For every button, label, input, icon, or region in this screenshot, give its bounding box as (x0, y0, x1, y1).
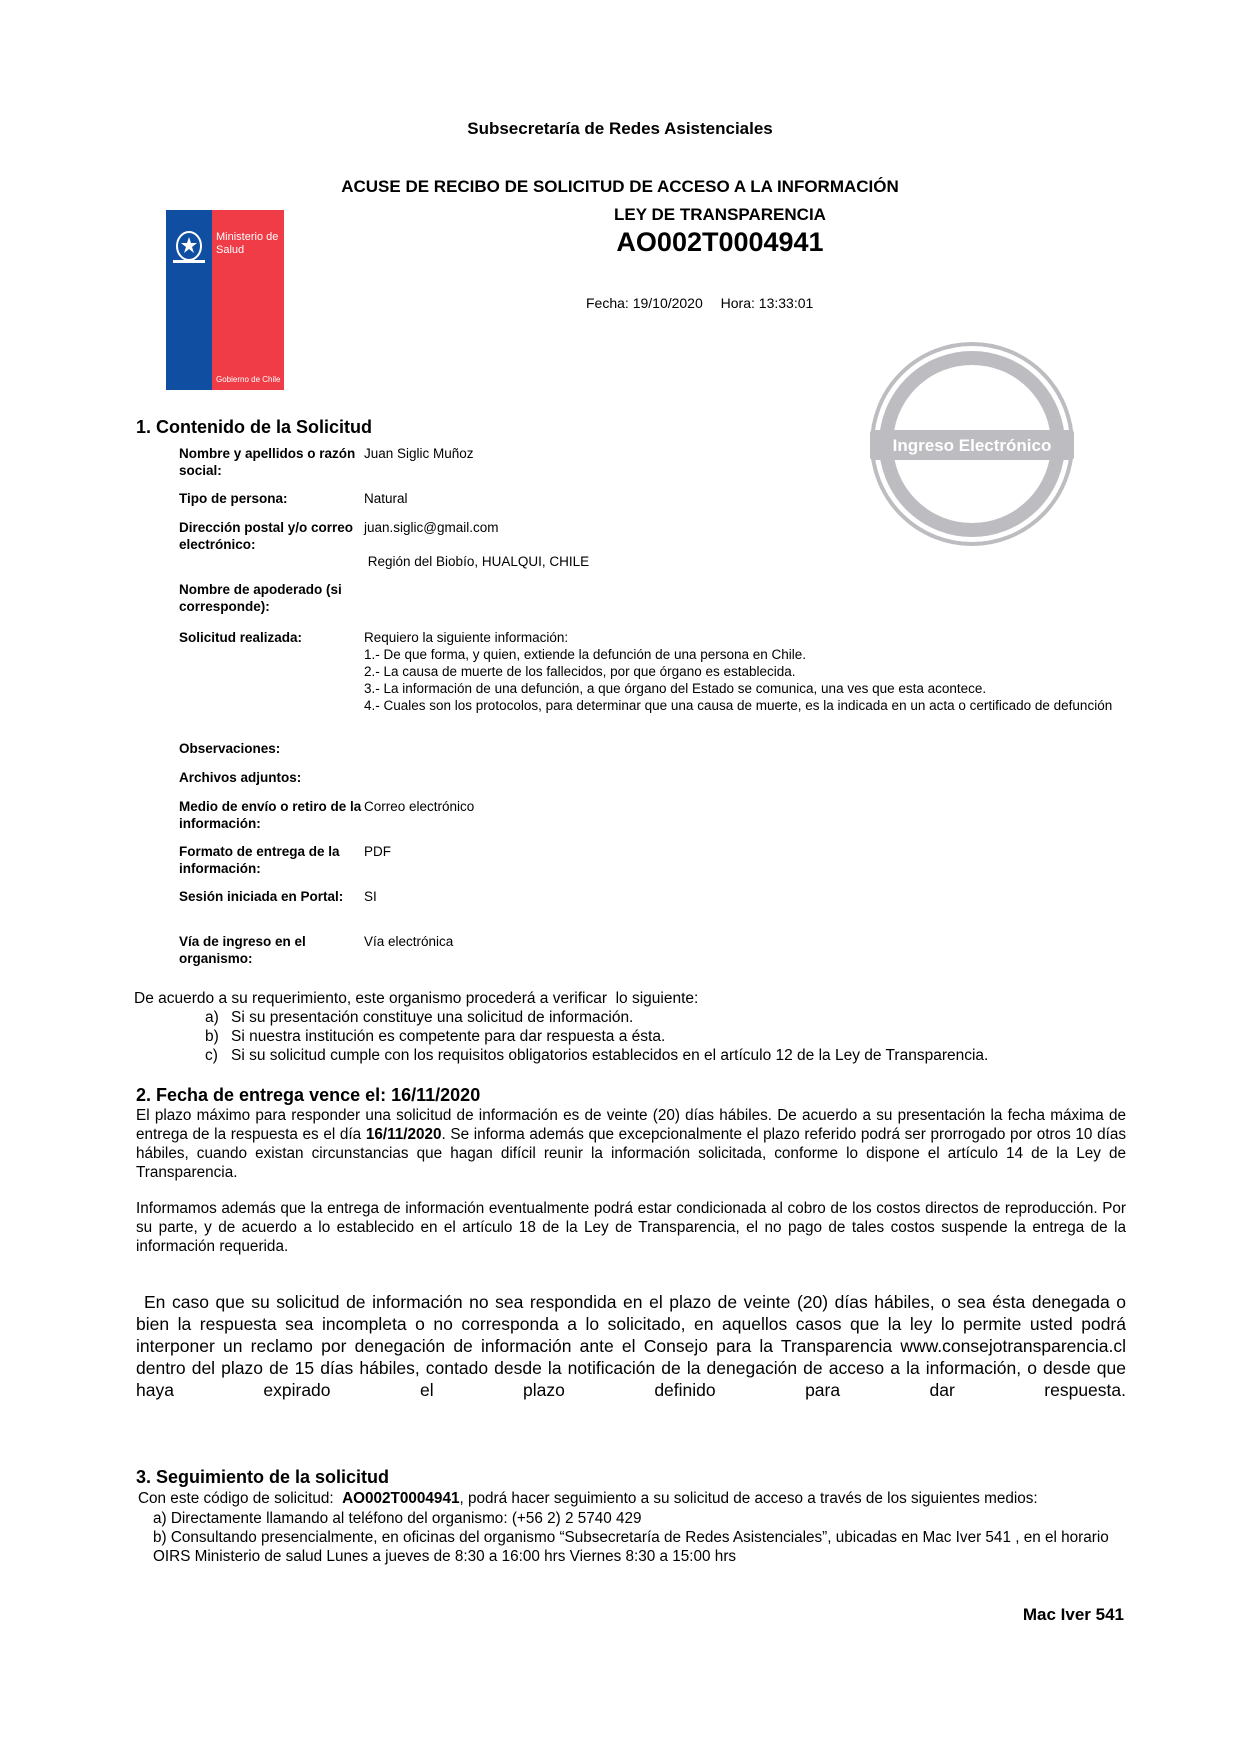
field-label: Medio de envío o retiro de la información: (179, 799, 362, 831)
request-text (364, 629, 1124, 714)
verification-item (205, 1009, 633, 1027)
field-value: Vía electrónica (364, 934, 454, 949)
costs-paragraph: Informamos además que la entrega de información eventualmente podrá estar condicionada al cobro de los costos directos de reproducción. Por su parte, y de acuerdo a lo establecido en el artículo 18 de la Ley de Transparencia, el no pago de tales costos suspende la entrega de la información requerida. (136, 1200, 1126, 1255)
field-row-attorney (179, 581, 1139, 615)
stamp-top-text: Portal de Transparencia (898, 364, 1046, 422)
field-value: Juan Siglic Muñoz (364, 446, 474, 461)
document-subtitle: LEY DE TRANSPARENCIA (614, 205, 826, 224)
time-text: Hora: 13:33:01 (720, 295, 814, 311)
tracking-item-phone: a) Directamente llamando al teléfono del organismo: (+56 2) 2 5740 429 (153, 1510, 642, 1527)
field-label: Archivos adjuntos: (179, 770, 302, 785)
date-time-line (586, 295, 827, 311)
verification-intro: De acuerdo a su requerimiento, este organismo procederá a verificar lo siguiente: (134, 990, 699, 1007)
field-label: Nombre y apellidos o razón social: (179, 446, 356, 478)
field-value: SI (364, 889, 377, 904)
tracking-intro (138, 1490, 1038, 1508)
request-line: 4.- Cuales son los protocolos, para determinar que una causa de muerte, es la indicada en un acta o certificado de defunción (364, 698, 1113, 713)
item-letter: a) (205, 1009, 219, 1026)
field-label: Observaciones: (179, 741, 281, 756)
field-value: PDF (364, 844, 391, 859)
field-value: Correo electrónico (364, 799, 475, 814)
field-label: Sesión iniciada en Portal: (179, 889, 344, 904)
appeal-paragraph: En caso que su solicitud de información no sea respondida en el plazo de veinte (20) días hábiles, o sea ésta denegada o bien la respuesta sea incompleta o no corresponda a lo solicitado, en aquellos casos que la ley lo permite usted podrá interponer un reclamo por denegación de información ante el Consejo para la Transparencia www.consejotransparencia.cl dentro del plazo de 15 días hábiles, contado desde la notificación de la denegación de acceso a la información, o desde que haya expirado el plazo definido para dar respuesta. (136, 1292, 1126, 1400)
request-line: Requiero la siguiente información: (364, 630, 569, 645)
section1-heading: 1. Contenido de la Solicitud (136, 417, 373, 437)
request-line: 1.- De que forma, y quien, extiende la defunción de una persona en Chile. (364, 647, 807, 662)
region-value: Región del Biobío, HUALQUI, CHILE (364, 554, 590, 569)
item-letter: c) (205, 1047, 218, 1064)
field-value: Natural (364, 491, 408, 506)
field-value (364, 769, 1124, 786)
field-row-address (179, 519, 1139, 570)
field-label: Solicitud realizada: (179, 630, 303, 645)
field-label: Vía de ingreso en el organismo: (179, 934, 306, 966)
logo-line2: Salud (216, 244, 245, 256)
field-row-request (179, 629, 1139, 714)
portal-transparencia-stamp (868, 340, 1076, 548)
tracking-item-office: b) Consultando presencialmente, en oficinas del organismo “Subsecretaría de Redes Asistenciales”, ubicadas en Mac Iver 541 , en el horario OIRS Ministerio de salud Lunes a jueves de 8:30 a 16:00 hrs Viernes 8:30 a 15:00 hrs (153, 1529, 1109, 1565)
field-row-session (179, 888, 1139, 905)
request-line: 3.- La información de una defunción, a que órgano del Estado se comunica, una ves que esta acontece. (364, 681, 987, 696)
field-value (364, 581, 1124, 615)
field-row-delivery-method (179, 798, 1139, 832)
email-value: juan.siglic@gmail.com (364, 520, 499, 535)
logo-line1: Ministerio de (216, 231, 279, 243)
verification-item (205, 1028, 665, 1046)
stamp-bottom-text: Solicitud de Información (906, 475, 1038, 522)
field-row-person-type (179, 490, 1139, 507)
verification-item (205, 1047, 988, 1065)
ministerio-salud-logo (166, 210, 284, 390)
field-row-attachments (179, 769, 1139, 786)
request-line: 2.- La causa de muerte de los fallecidos, por que órgano es establecida. (364, 664, 796, 679)
agency-name: Subsecretaría de Redes Asistenciales (467, 119, 773, 138)
paragraph-text: . Se informa además que excepcionalmente el plazo referido podrá ser prorrogado por otros 10 días hábiles, cuando existan circunstancias que hagan difícil reunir la información solicitada, conforme lo dispone el artículo 14 de la Ley de Transparencia. (136, 1126, 1126, 1181)
deadline-paragraph (136, 1106, 1126, 1182)
section3-heading: 3. Seguimiento de la solicitud (136, 1467, 390, 1487)
footer-address: Mac Iver 541 (1022, 1605, 1124, 1624)
item-text: Si nuestra institución es competente para dar respuesta a ésta. (231, 1028, 666, 1045)
paragraph-text: El plazo máximo para responder una solicitud de información es de veinte (20) días hábiles. De acuerdo a su presentación la fecha máxima de entrega de la respuesta es el día (136, 1107, 1126, 1143)
date-text: Fecha: 19/10/2020 (586, 295, 703, 311)
field-label: Nombre de apoderado (si corresponde): (179, 582, 342, 614)
field-value (364, 740, 1124, 757)
field-row-observations (179, 740, 1139, 757)
section2-heading: 2. Fecha de entrega vence el: 16/11/2020 (136, 1085, 481, 1105)
field-label: Dirección postal y/o correo electrónico: (179, 520, 354, 552)
tracking-intro-text: , podrá hacer seguimiento a su solicitud de acceso a través de los siguientes medios: (459, 1490, 1038, 1507)
field-value (364, 519, 1124, 570)
field-label: Tipo de persona: (179, 491, 288, 506)
document-title: ACUSE DE RECIBO DE SOLICITUD DE ACCESO A LA INFORMACIÓN (341, 177, 899, 196)
item-text: Si su solicitud cumple con los requisitos obligatorios establecidos en el artículo 12 de la Ley de Transparencia. (231, 1047, 989, 1064)
deadline-date: 16/11/2020 (365, 1126, 442, 1143)
field-label: Formato de entrega de la información: (179, 844, 340, 876)
request-code: AO002T0004941 (616, 227, 824, 257)
field-row-entry-channel (179, 933, 1139, 967)
tracking-code: AO002T0004941 (342, 1490, 460, 1507)
logo-footer: Gobierno de Chile (216, 375, 281, 384)
tracking-intro-text: Con este código de solicitud: (138, 1490, 343, 1507)
stamp-center-text: Ingreso Electrónico (892, 436, 1052, 455)
field-row-name (179, 445, 1139, 479)
item-text: Si su presentación constituye una solicitud de información. (231, 1009, 634, 1026)
item-letter: b) (205, 1028, 219, 1045)
field-row-format (179, 843, 1139, 877)
